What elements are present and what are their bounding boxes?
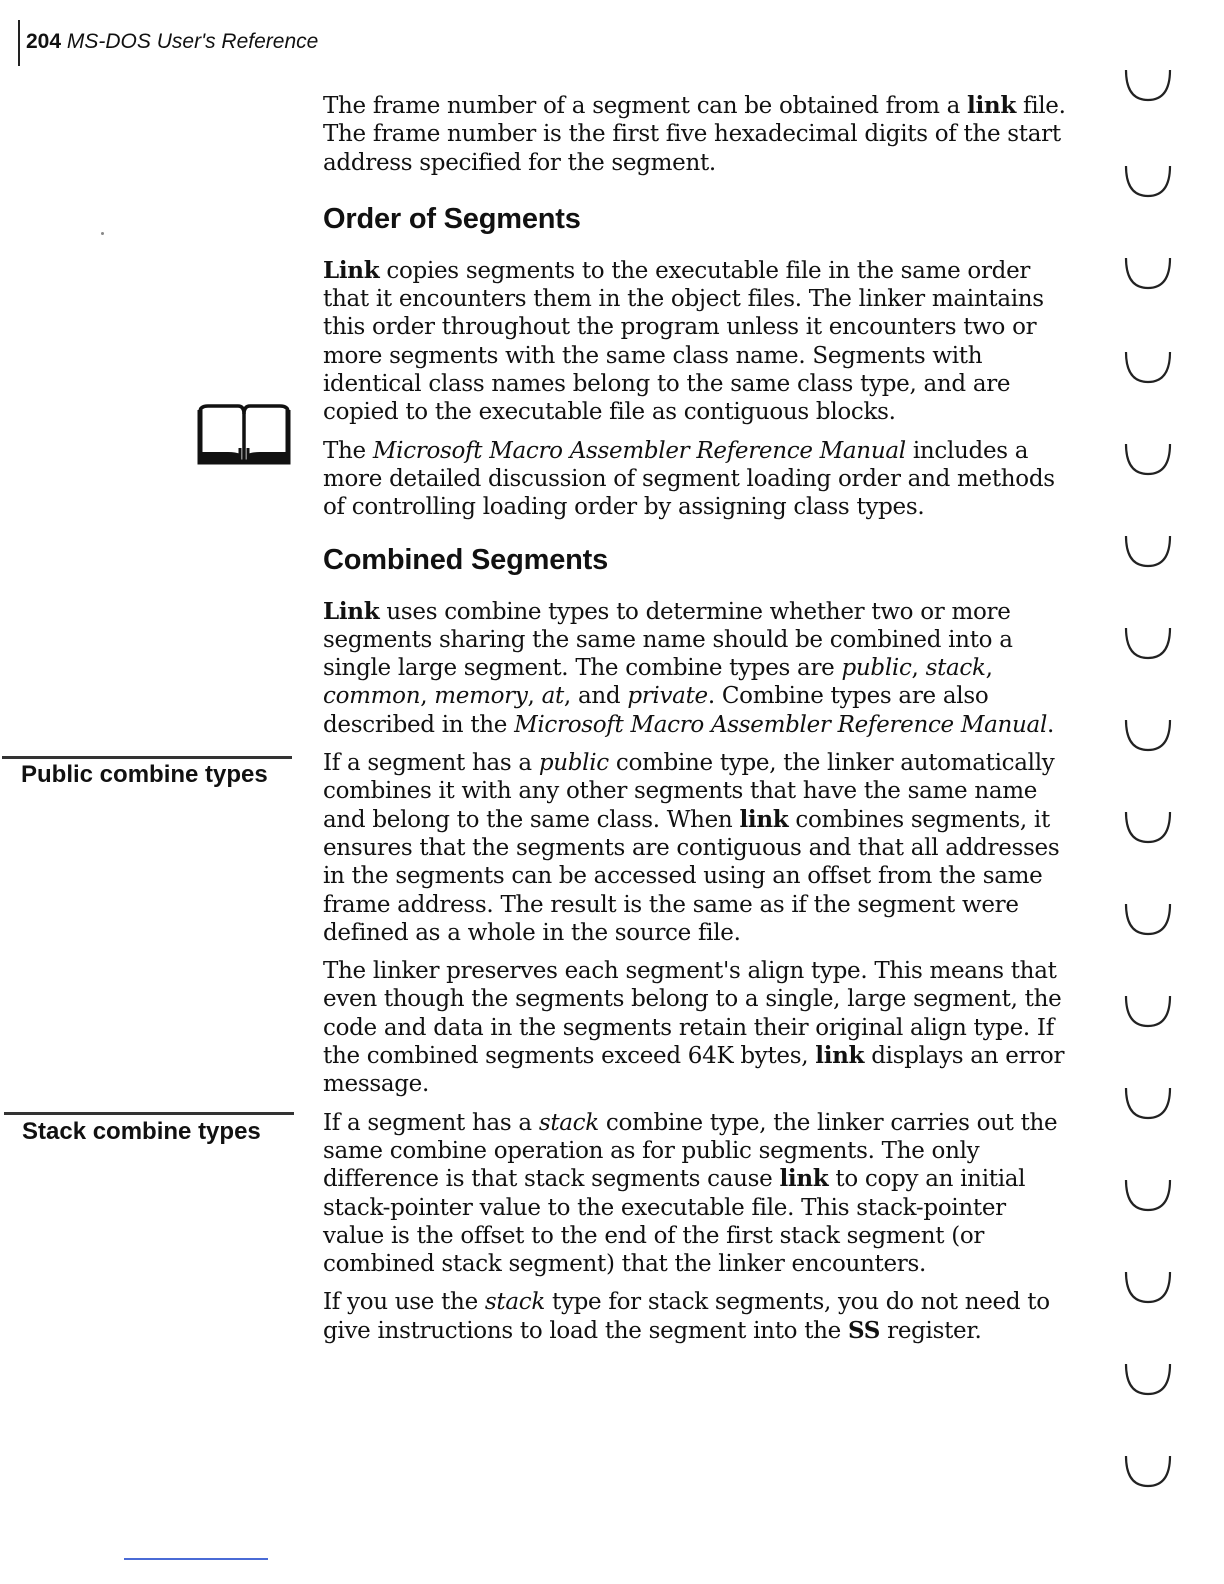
header-rule bbox=[18, 20, 20, 66]
binder-hole-icon bbox=[1126, 996, 1170, 1026]
binder-hole-icon bbox=[1126, 1272, 1170, 1302]
link-command: Link bbox=[323, 597, 380, 625]
combined-paragraph: Link uses combine types to determine whether two or more segments sharing the same name should be combined into a single large segment. The combine types are public, stack, common, memory, at, and private. Combine types are also described in the Microsoft Macro Assembler Reference Manual. bbox=[323, 597, 1055, 738]
binder-holes bbox=[1120, 62, 1180, 1502]
binder-hole-icon bbox=[1126, 812, 1170, 842]
link-command: Link bbox=[323, 256, 380, 284]
book-title: MS-DOS User's Reference bbox=[66, 30, 319, 53]
manual-title: Microsoft Macro Assembler Reference Manual bbox=[372, 437, 906, 464]
binder-hole-icon bbox=[1126, 258, 1170, 288]
link-command: link bbox=[967, 92, 1016, 119]
public-combine-types-label: Public combine types bbox=[21, 761, 268, 788]
binder-hole-icon bbox=[1126, 1088, 1170, 1118]
manual-title: Microsoft Macro Assembler Reference Manual bbox=[514, 711, 1048, 738]
link-command: link bbox=[815, 1042, 865, 1070]
binder-hole-icon bbox=[1126, 628, 1170, 658]
public-paragraph-2: The linker preserves each segment's align type. This means that even though the segments belong to a single, large segment, the code and data in the segments retain their original align type. If the combined segments exceed 64K bytes, link displays an error message. bbox=[323, 958, 1065, 1098]
heading-combined-segments: Combined Segments bbox=[323, 543, 609, 576]
order-paragraph-1: Link copies segments to the executable file in the same order that it encounters them in the object files. The linker maintains this order throughout the program unless it encounters two or more segments with the same class name. Segments with identical class names belong to the same class type, and are copied to the executable file as contiguous blocks. bbox=[323, 256, 1044, 426]
binder-hole-icon bbox=[1126, 720, 1170, 750]
intro-paragraph: The frame number of a segment can be obtained from a link file. The frame number is the first five hexadecimal digits of the start address specified for the segment. bbox=[323, 92, 1066, 176]
stack-paragraph-1: If a segment has a stack combine type, the linker carries out the same combine operation as for public segments. The only difference is that stack segments cause link to copy an initial stack-pointer value to the executable file. This stack-pointer value is the offset to the end of the first stack segment (or combined stack segment) that the linker encounters. bbox=[323, 1109, 1058, 1278]
bottom-scan-line bbox=[124, 1558, 268, 1560]
ss-register: SS bbox=[847, 1316, 881, 1344]
stack-label-rule bbox=[4, 1112, 294, 1115]
link-command: link bbox=[739, 805, 789, 833]
binder-hole-icon bbox=[1126, 444, 1170, 474]
binder-hole-icon bbox=[1126, 166, 1170, 196]
binder-hole-icon bbox=[1126, 904, 1170, 934]
running-head bbox=[26, 30, 318, 54]
open-book-icon bbox=[196, 400, 292, 468]
order-paragraph-2: The Microsoft Macro Assembler Reference Manual includes a more detailed discussion of segment loading order and methods of controlling loading order by assigning class types. bbox=[323, 437, 1055, 521]
binder-hole-icon bbox=[1126, 1364, 1170, 1394]
stack-paragraph-2: If you use the stack type for stack segments, you do not need to give instructions to load the segment into the SS register. bbox=[323, 1289, 1050, 1344]
binder-hole-icon bbox=[1126, 1456, 1170, 1486]
public-paragraph-1: If a segment has a public combine type, the linker automatically combines it with any other segments that have the same name and belong to the same class. When link combines segments, it ensures that the segments are contiguous and that all addresses in the segments can be accessed using an offset from the same frame address. The result is the same as if the segment were defined as a whole in the source file. bbox=[323, 750, 1060, 946]
scan-speck bbox=[101, 232, 104, 235]
heading-order-of-segments: Order of Segments bbox=[323, 202, 581, 235]
stack-combine-types-label: Stack combine types bbox=[22, 1118, 261, 1145]
binder-hole-icon bbox=[1126, 352, 1170, 382]
binder-hole-icon bbox=[1126, 536, 1170, 566]
binder-hole-icon bbox=[1126, 70, 1170, 100]
body-text bbox=[323, 92, 1071, 1355]
binder-hole-icon bbox=[1126, 1180, 1170, 1210]
page-number: 204 bbox=[26, 30, 62, 53]
link-command: link bbox=[779, 1165, 829, 1193]
public-label-rule bbox=[2, 756, 292, 759]
